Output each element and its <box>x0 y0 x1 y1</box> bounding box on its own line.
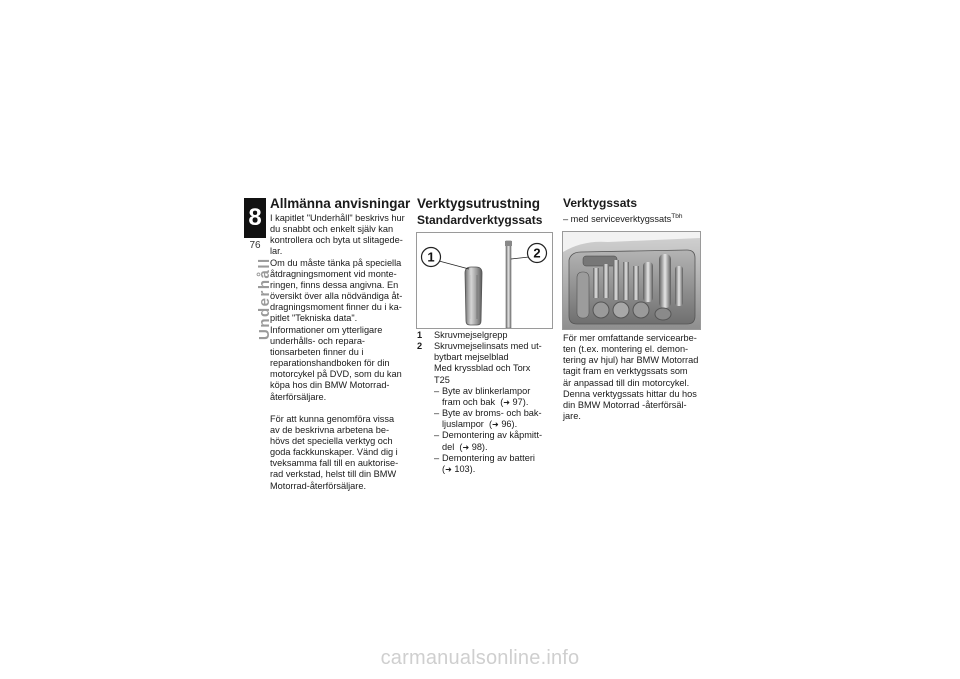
list-item: – Byte av broms- och bak- ljuslampor (➜ 96). <box>434 408 542 430</box>
screwdriver-illustration <box>417 233 552 328</box>
legend-item: 2 Skruvmejselinsats med ut- bytbart mejselblad Med kryssblad och Torx T25 <box>417 341 542 385</box>
paragraph: I kapitlet "Underhåll" beskrivs hur du snabbt och enkelt själv kan kontrollera och byta ut slitagede- lar. <box>270 213 405 257</box>
chapter-number: 8 <box>244 198 266 238</box>
general-instructions-heading: Allmänna anvisningar <box>270 196 411 211</box>
legend-item: 1 Skruvmejselgrepp <box>417 330 508 340</box>
figure-legend <box>417 330 557 475</box>
list-item: – Demontering av batteri (➜ 103). <box>434 452 535 474</box>
toolkit-description: För mer omfattande servicearbe- ten (t.ex. montering el. demon- tering av hjul) har BMW Motorrad tagit fram en verktygssats som är anpassad till din motorcykel. Denna verktygssats hittar du hos din BMW Motorrad -återförsäl- jare. <box>563 333 699 422</box>
service-toolkit-item: – med serviceverktygssats$^{Tbh}$ <box>563 213 683 225</box>
callout-2: 2 <box>533 245 541 261</box>
callout-1: 1 <box>427 249 435 265</box>
toolkit-illustration <box>563 232 700 329</box>
watermark-text: carmanualsonline.info <box>380 647 580 669</box>
page-number: 76 <box>249 240 261 251</box>
general-instructions-text <box>270 213 405 492</box>
paragraph: Om du måste tänka på speciella åtdragningsmoment vid monte- ringen, finns dessa angivna. En översikt över alla nödvändiga åt- dragningsmoment finner du i ka- pitlet "Tekniska data". <box>270 257 403 324</box>
tool-equipment-heading: Verktygsutrustning <box>417 196 541 211</box>
chapter-section-label: Underhåll <box>256 257 273 340</box>
usage-list <box>417 386 557 475</box>
list-item: – Demontering av kåpmitt- del (➜ 98). <box>434 430 543 452</box>
standard-toolkit-subheading: Standardverktygssats <box>417 213 543 227</box>
arrow-icon: ➜ <box>503 397 510 407</box>
toolkit-heading: Verktygssats <box>563 196 638 210</box>
list-item: – Byte av blinkerlampor fram och bak (➜ 97). <box>434 385 531 407</box>
arrow-icon: ➜ <box>462 442 470 452</box>
service-toolkit-figure <box>562 231 701 330</box>
paragraph: Informationer om ytterligare underhålls- och repara- tionsarbeten finner du i reparationshandboken för din motorcykel på DVD, som du kan köpa hos din BMW Motorrad- återförsäljare. <box>270 324 402 402</box>
arrow-icon: ➜ <box>492 420 499 430</box>
screwdriver-figure <box>416 232 553 329</box>
paragraph: För att kunna genomföra vissa av de beskrivna arbetena be- hövs det speciella verktyg och goda fackkunskaper. Vänd dig i tveksamma fall till en auktorise- rad verkstad, helst till din BMW Motorrad-återförsäljare. <box>270 413 399 491</box>
arrow-icon: ➜ <box>445 464 452 474</box>
